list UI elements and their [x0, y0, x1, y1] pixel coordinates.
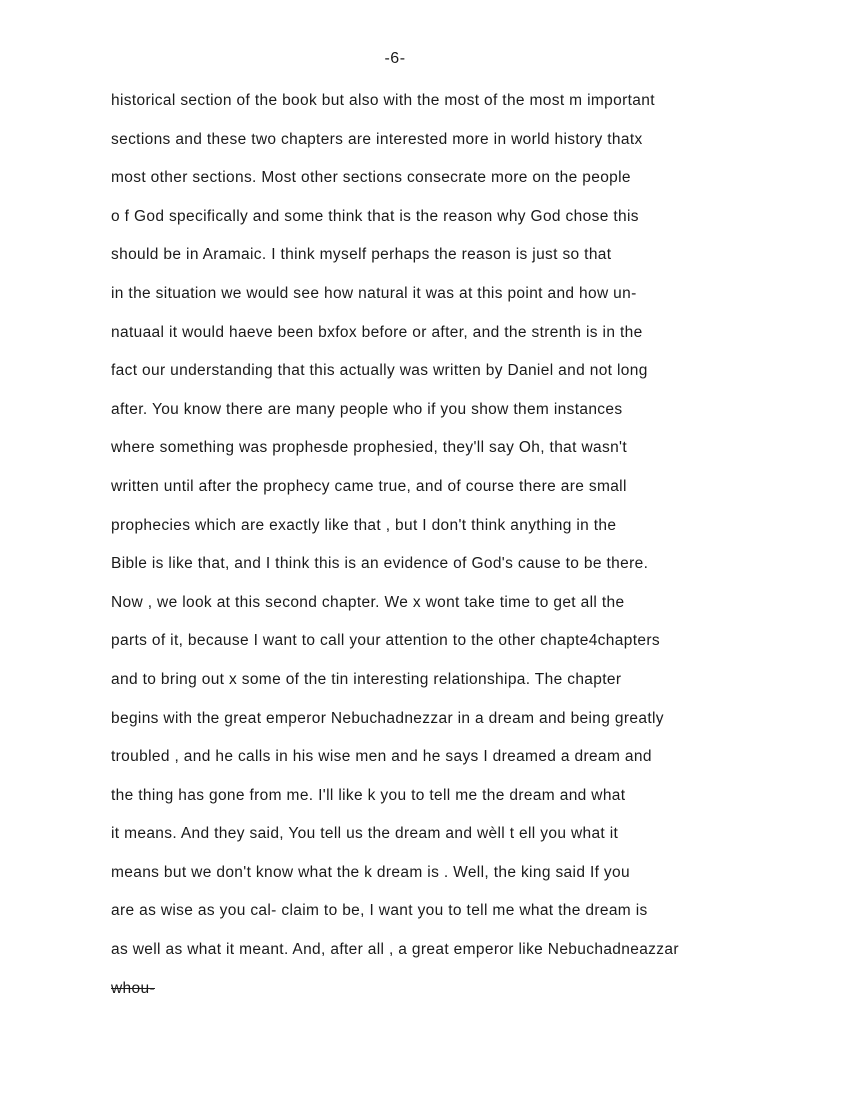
text-line: where something was prophesde prophesied, they'll say Oh, that wasn't: [111, 439, 628, 457]
text-line: are as wise as you cal- claim to be, I want you to tell me what the dream is: [111, 902, 648, 920]
page-number: -6-: [384, 50, 406, 67]
text-line: prophecies which are exactly like that , but I don't think anything in the: [111, 516, 617, 534]
text-line: sections and these two chapters are interested more in world history thatx: [111, 130, 643, 148]
text-line: means but we don't know what the k dream is . Well, the king said If you: [111, 863, 630, 881]
text-line: begins with the great emperor Nebuchadnezzar in a dream and being greatly: [111, 709, 664, 727]
text-line: it means. And they said, You tell us the dream and wèll t ell you what it: [111, 825, 619, 843]
text-line: natuaal it would haeve been bxfox before or after, and the strenth is in the: [111, 323, 643, 341]
text-line: historical section of the book but also with the most of the most m important: [111, 92, 655, 109]
text-line: Bible is like that, and I think this is an evidence of God's cause to be there.: [111, 555, 649, 573]
text-line: whou-: [111, 979, 155, 997]
text-line: most other sections. Most other sections consecrate more on the people: [111, 169, 631, 187]
text-line: Now , we look at this second chapter. We x wont take time to get all the: [111, 593, 625, 611]
text-line: in the situation we would see how natural it was at this point and how un-: [111, 284, 637, 302]
text-line: parts of it, because I want to call your attention to the other chapte4chapters: [111, 632, 660, 650]
text-line: should be in Aramaic. I think myself perhaps the reason is just so that: [111, 246, 612, 264]
text-line: as well as what it meant. And, after all , a great emperor like Nebuchadneazzar: [111, 941, 679, 959]
text-line: the thing has gone from me. I'll like k you to tell me the dream and what: [111, 786, 626, 804]
text-line: fact our understanding that this actually was written by Daniel and not long: [111, 362, 648, 380]
text-line: and to bring out x some of the tin interesting relationshipa. The chapter: [111, 670, 622, 688]
text-line: troubled , and he calls in his wise men and he says I dreamed a dream and: [111, 748, 652, 766]
body-text: [111, 89, 801, 1015]
text-line: o f God specifically and some think that is the reason why God chose this: [111, 207, 639, 225]
text-line: after. You know there are many people who if you show them instances: [111, 400, 623, 418]
text-line: written until after the prophecy came true, and of course there are small: [111, 477, 627, 495]
